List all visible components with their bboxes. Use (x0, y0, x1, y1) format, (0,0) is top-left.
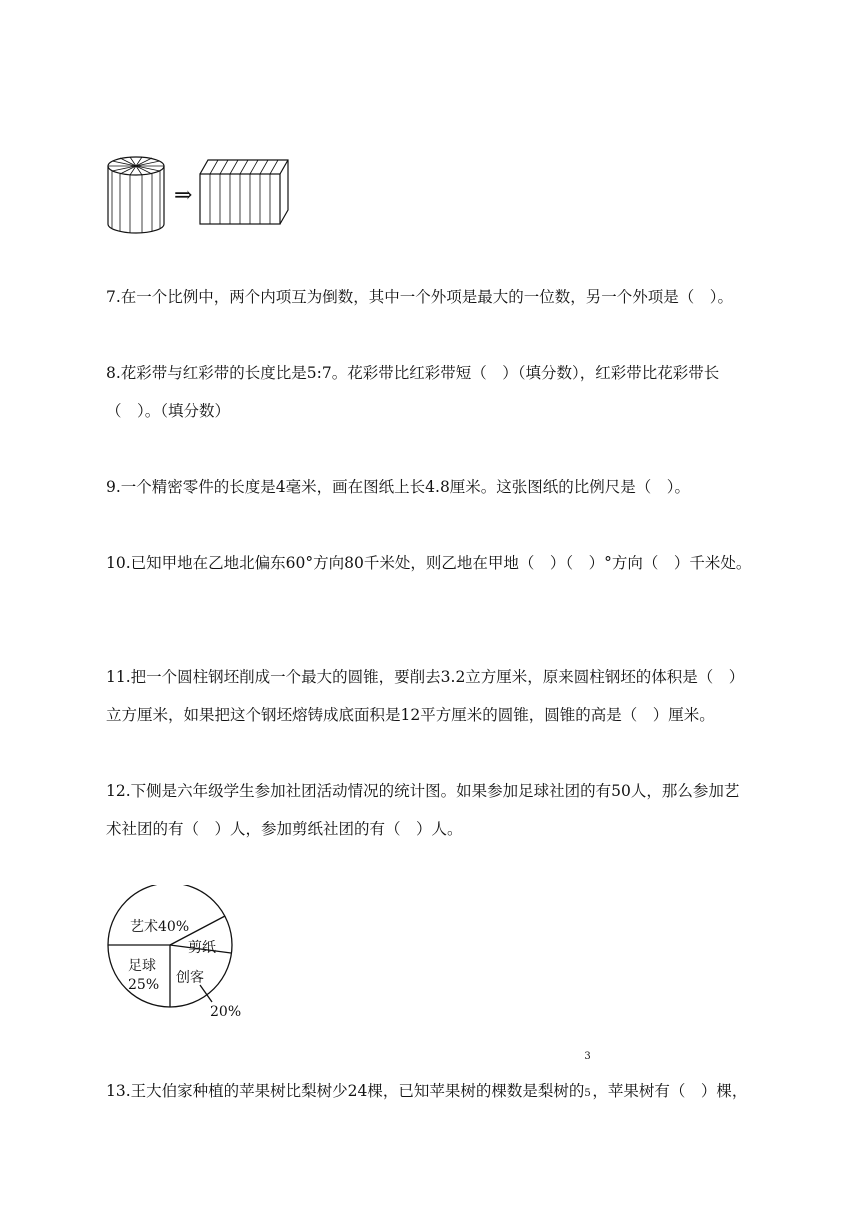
fraction-numerator: 3 (584, 1051, 591, 1062)
club-pie-chart (100, 885, 260, 1025)
question-12-line-2: 术社团的有（ ）人，参加剪纸社团的有（ ）人。 (106, 820, 463, 838)
arrow-icon: ⇒ (174, 183, 193, 208)
question-12 (106, 772, 739, 810)
question-7-text: 7.在一个比例中，两个内项互为倒数，其中一个外项是最大的一位数，另一个外项是（ ）。 (106, 288, 734, 306)
question-8-cont (106, 392, 230, 430)
question-8-line-1: 8.花彩带与红彩带的长度比是5:7。花彩带比红彩带短（ ）（填分数），红彩带比花彩带长 (106, 364, 720, 382)
pie-label-art: 艺术40% (130, 919, 190, 935)
question-10-text: 10.已知甲地在乙地北偏东60°方向80千米处，则乙地在甲地（ ）（ ）°方向（ ）千米处。 (106, 554, 752, 572)
question-9 (106, 468, 690, 506)
question-13-text-a: 13.王大伯家种植的苹果树比梨树少24棵，已知苹果树的棵数是梨树的 (106, 1082, 585, 1100)
question-8-line-2: （ ）。（填分数） (106, 402, 231, 420)
question-13 (106, 1051, 748, 1113)
pie-label-football: 足球 (128, 958, 156, 974)
question-12-cont (106, 810, 463, 848)
question-10 (106, 544, 751, 582)
question-9-text: 9.一个精密零件的长度是4毫米，画在图纸上长4.8厘米。这张图纸的比例尺是（ ）。 (106, 478, 691, 496)
pie-label-football-percent: 25% (128, 977, 160, 993)
fraction-denominator: 5 (584, 1088, 591, 1099)
pie-label-maker: 创客 (176, 970, 204, 986)
question-11-line-1: 11.把一个圆柱钢坯削成一个最大的圆锥，要削去3.2立方厘米，原来圆柱钢坯的体积是（ ） (106, 668, 745, 686)
fraction-three-fifths (584, 1051, 592, 1113)
question-7 (106, 278, 733, 316)
question-11 (106, 658, 744, 696)
question-13-text-b: ，苹果树有（ ）棵， (592, 1082, 748, 1100)
pie-label-maker-percent: 20% (210, 1004, 242, 1020)
cylinder-to-cuboid-figure (100, 148, 300, 243)
question-11-cont (106, 696, 715, 734)
pie-label-paper-cut: 剪纸 (188, 940, 216, 956)
question-12-line-1: 12.下侧是六年级学生参加社团活动情况的统计图。如果参加足球社团的有50人，那么参加艺 (106, 782, 740, 800)
question-8 (106, 354, 719, 392)
question-11-line-2: 立方厘米，如果把这个钢坯熔铸成底面积是12平方厘米的圆锥，圆锥的高是（ ）厘米。 (106, 706, 715, 724)
